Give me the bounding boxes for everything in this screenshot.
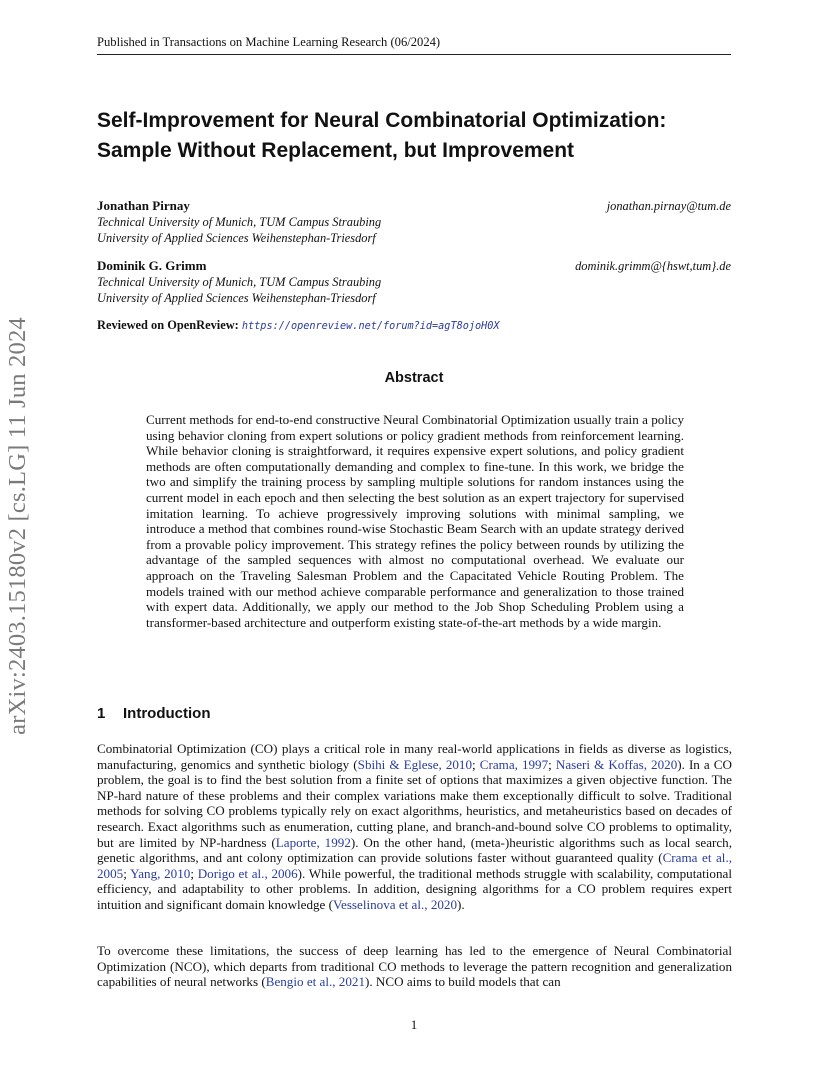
openreview-link[interactable]: https://openreview.net/forum?id=agT8ojoH0X: [241, 321, 500, 332]
citation-link[interactable]: Crama, 1997: [479, 756, 549, 772]
author-affiliation: Technical University of Munich, TUM Campus Straubing: [97, 215, 382, 229]
paragraph-text: To overcome these limitations, the success of deep learning has led to the emergence of Neural Combinatorial Optimization (NCO), which departs from traditional CO methods to leverage the pattern recognition and generalization capabilities of neural networks (: [97, 943, 732, 990]
author-email: dominik.grimm@{hswt,tum}.de: [575, 259, 731, 273]
citation-link[interactable]: Vesselinova et al., 2020: [333, 896, 458, 912]
author-block-2: [97, 258, 737, 306]
citation-link[interactable]: Bengio et al., 2021: [265, 974, 365, 990]
running-header: Published in Transactions on Machine Learning Research (06/2024): [97, 35, 731, 55]
author-block-1: [97, 198, 737, 246]
citation-link[interactable]: Yang, 2010: [130, 865, 191, 881]
openreview-line: [97, 318, 500, 333]
page-number: 1: [410, 1017, 418, 1032]
paragraph-text: ;: [123, 865, 131, 881]
section-heading: [97, 705, 210, 722]
title-line-1: Self-Improvement for Neural Combinatorial Optimization:: [97, 109, 667, 132]
citation-link[interactable]: Crama et al., 2005: [97, 850, 732, 881]
paragraph-text: ). In a CO problem, the goal is to find the best solution from a finite set of options that maximizes a given objective function. The NP-hard nature of these problems and their complex variations make them exceptionally difficult to solve. Traditional methods for solving CO problems typically rely on exact algorithms, heuristics, and metaheuristics based on decades of research. Exact algorithms such as enumeration, cutting plane, and branch-and-bound solve CO problems to optimality, but are limited by NP-hardness (: [97, 756, 732, 850]
author-affiliation: Technical University of Munich, TUM Campus Straubing: [97, 275, 382, 289]
author-name: Jonathan Pirnay: [97, 198, 190, 213]
paragraph-text: ;: [190, 865, 198, 881]
title-line-2: Sample Without Replacement, but Improvement: [97, 139, 575, 162]
citation-link[interactable]: Laporte, 1992: [275, 834, 351, 850]
paragraph-text: ). While powerful, the traditional methods struggle with scalability, computational efficiency, and adaptability to other problems. In addition, designing algorithms for a CO problem requires expert intuition and significant domain knowledge (: [97, 865, 732, 912]
openreview-label: Reviewed on OpenReview:: [97, 318, 239, 332]
intro-paragraph-1: [97, 741, 732, 913]
paper-title: [97, 106, 747, 166]
author-affiliation: University of Applied Sciences Weihenstephan-Triesdorf: [97, 231, 376, 245]
citation-link[interactable]: Sbihi & Eglese, 2010: [357, 756, 473, 772]
paragraph-text: ;: [472, 756, 480, 772]
paragraph-text: ).: [457, 896, 465, 912]
citation-link[interactable]: Naseri & Koffas, 2020: [555, 756, 678, 772]
citation-link[interactable]: Dorigo et al., 2006: [197, 865, 298, 881]
paragraph-text: ). NCO aims to build models that can: [365, 974, 561, 990]
abstract-heading: Abstract: [384, 370, 444, 386]
author-name: Dominik G. Grimm: [97, 258, 207, 273]
abstract-text: Current methods for end-to-end constructive Neural Combinatorial Optimization usually train a policy using behavior cloning from expert solutions or policy gradient methods from reinforcement learning. While behavior cloning is straightforward, it requires expensive expert solutions, and policy gradient methods are often computationally demanding and complex to fine-tune. In this work, we bridge the two and simplify the training process by sampling multiple solutions for random instances using the current model in each epoch and then selecting the best solution as an expert trajectory for supervised imitation learning. To achieve progressively improving solutions with minimal sampling, we introduce a method that combines round-wise Stochastic Beam Search with an update strategy derived from a provable policy improvement. This strategy refines the policy between rounds by utilizing the advantage of the sampled sequences with almost no computational overhead. We evaluate our approach on the Traveling Salesman Problem and the Capacitated Vehicle Routing Problem. The models trained with our method achieve comparable performance and generalization to those trained with expert data. Additionally, we apply our method to the Job Shop Scheduling Problem using a transformer-based architecture and outperform existing state-of-the-art methods by a wide margin.: [146, 412, 684, 630]
paragraph-text: Combinatorial Optimization (CO) plays a critical role in many real-world applications in fields as diverse as logistics, manufacturing, genomics and synthetic biology (: [97, 741, 732, 772]
author-email: jonathan.pirnay@tum.de: [606, 199, 731, 213]
paragraph-text: ). On the other hand, (meta-)heuristic algorithms such as local search, genetic algorithms, and ant colony optimization can provide solutions faster without guaranteed quality (: [97, 834, 733, 866]
arxiv-identifier: arXiv:2403.15180v2 [cs.LG] 11 Jun 2024: [4, 317, 31, 735]
section-title: Introduction: [123, 705, 211, 722]
paragraph-text: ;: [548, 756, 556, 772]
author-affiliation: University of Applied Sciences Weihenstephan-Triesdorf: [97, 291, 376, 305]
section-number: 1: [97, 705, 106, 722]
intro-paragraph-2: [97, 943, 732, 990]
